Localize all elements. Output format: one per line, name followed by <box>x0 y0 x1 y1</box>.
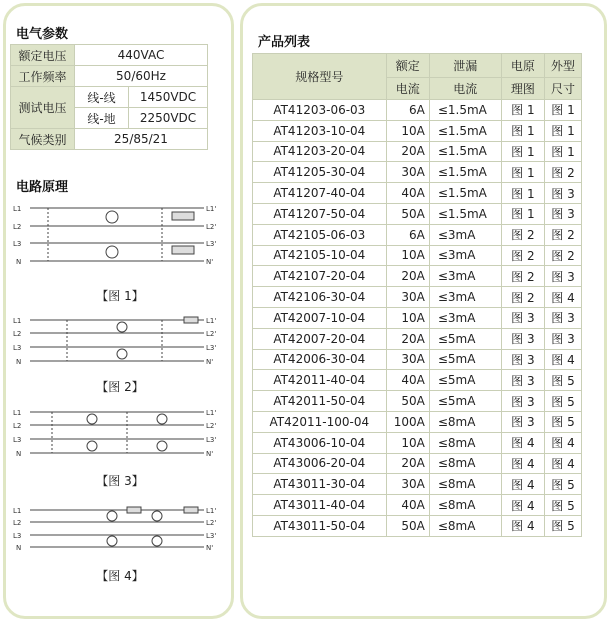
table-row <box>253 411 582 432</box>
leakage-current: ≤8mA <box>429 515 501 536</box>
circuit-figure: 图 3 <box>501 370 544 391</box>
fig-1-caption: 【图 1】 <box>96 289 144 303</box>
rated-current: 20A <box>386 328 429 349</box>
size-figure: 图 3 <box>544 307 581 328</box>
size-figure: 图 5 <box>544 474 581 495</box>
table-row <box>11 66 208 87</box>
leakage-current: ≤5mA <box>429 349 501 370</box>
table-row <box>253 203 582 224</box>
circuit-diagram-2 <box>12 314 224 368</box>
leakage-current: ≤1.5mA <box>429 100 501 121</box>
circuit-figure: 图 4 <box>501 432 544 453</box>
svg-text:L3: L3 <box>13 344 22 352</box>
table-header-row <box>253 54 582 78</box>
svg-text:L2': L2' <box>206 519 217 527</box>
product-model: AT42007-20-04 <box>253 328 387 349</box>
rated-voltage-value: 440VAC <box>75 45 208 66</box>
circuit-figure: 图 3 <box>501 328 544 349</box>
leakage-current: ≤3mA <box>429 307 501 328</box>
leakage-current: ≤8mA <box>429 411 501 432</box>
leakage-current: ≤3mA <box>429 245 501 266</box>
fig-3-caption: 【图 3】 <box>96 474 144 488</box>
leakage-current: ≤3mA <box>429 287 501 308</box>
work-freq-label: 工作频率 <box>11 66 75 87</box>
product-list-title: 产品列表 <box>258 35 311 50</box>
rated-current: 40A <box>386 183 429 204</box>
product-model: AT43011-30-04 <box>253 474 387 495</box>
leakage-current: ≤1.5mA <box>429 120 501 141</box>
rated-current: 100A <box>386 411 429 432</box>
svg-text:N': N' <box>206 358 214 366</box>
size-figure: 图 5 <box>544 411 581 432</box>
rated-current: 10A <box>386 307 429 328</box>
circuit-figure: 图 2 <box>501 287 544 308</box>
svg-text:N': N' <box>206 258 214 266</box>
size-figure: 图 1 <box>544 141 581 162</box>
svg-text:L1: L1 <box>13 409 22 417</box>
rated-current: 20A <box>386 141 429 162</box>
product-model: AT41203-10-04 <box>253 120 387 141</box>
leakage-current: ≤8mA <box>429 432 501 453</box>
rated-current: 30A <box>386 474 429 495</box>
table-row <box>253 349 582 370</box>
table-row <box>253 266 582 287</box>
svg-text:L1': L1' <box>206 205 217 213</box>
rated-current: 40A <box>386 370 429 391</box>
circuit-diagram-3 <box>12 406 224 460</box>
climate-value: 25/85/21 <box>75 129 208 150</box>
table-row <box>253 287 582 308</box>
circuit-figure: 图 3 <box>501 307 544 328</box>
svg-text:L2': L2' <box>206 330 217 338</box>
table-row <box>253 162 582 183</box>
rated-current: 20A <box>386 266 429 287</box>
circuit-figure: 图 2 <box>501 266 544 287</box>
table-row <box>253 432 582 453</box>
table-row <box>253 515 582 536</box>
size-figure: 图 2 <box>544 224 581 245</box>
svg-text:L2: L2 <box>13 422 22 430</box>
size-figure: 图 1 <box>544 100 581 121</box>
table-row <box>253 141 582 162</box>
table-row <box>253 100 582 121</box>
leakage-current: ≤5mA <box>429 391 501 412</box>
svg-text:L3: L3 <box>13 436 22 444</box>
circuit-figure: 图 1 <box>501 120 544 141</box>
circuit-title: 电路原理 <box>16 180 69 195</box>
product-model: AT41207-40-04 <box>253 183 387 204</box>
rated-current: 50A <box>386 391 429 412</box>
line-line-label: 线-线 <box>75 87 129 108</box>
product-model: AT42011-100-04 <box>253 411 387 432</box>
size-figure: 图 5 <box>544 515 581 536</box>
rated-voltage-label: 额定电压 <box>11 45 75 66</box>
elec-params-title: 电气参数 <box>16 27 69 42</box>
circuit-figure: 图 2 <box>501 245 544 266</box>
rated-current: 10A <box>386 245 429 266</box>
size-figure: 图 5 <box>544 391 581 412</box>
line-ground-label: 线-地 <box>75 108 129 129</box>
size-figure: 图 2 <box>544 245 581 266</box>
product-model: AT43006-10-04 <box>253 432 387 453</box>
product-model: AT42011-40-04 <box>253 370 387 391</box>
header-leak-2: 电流 <box>429 78 501 100</box>
rated-current: 6A <box>386 224 429 245</box>
svg-text:L2: L2 <box>13 330 22 338</box>
product-model: AT41207-50-04 <box>253 203 387 224</box>
product-model: AT41203-20-04 <box>253 141 387 162</box>
svg-text:L3: L3 <box>13 532 22 540</box>
size-figure: 图 5 <box>544 495 581 516</box>
svg-text:L3': L3' <box>206 240 217 248</box>
circuit-figure: 图 1 <box>501 100 544 121</box>
product-model: AT43011-50-04 <box>253 515 387 536</box>
product-model: AT42105-10-04 <box>253 245 387 266</box>
table-row <box>253 391 582 412</box>
leakage-current: ≤5mA <box>429 328 501 349</box>
test-voltage-label: 测试电压 <box>11 87 75 129</box>
circuit-diagram-4 <box>12 504 224 554</box>
table-row <box>11 45 208 66</box>
svg-text:L3': L3' <box>206 532 217 540</box>
header-circuit-2: 理图 <box>501 78 544 100</box>
circuit-figure: 图 4 <box>501 495 544 516</box>
circuit-figure: 图 1 <box>501 183 544 204</box>
svg-text:N: N <box>16 544 22 552</box>
svg-text:L1': L1' <box>206 317 217 325</box>
svg-text:N: N <box>16 358 22 366</box>
svg-text:N': N' <box>206 544 214 552</box>
size-figure: 图 5 <box>544 370 581 391</box>
svg-text:L1': L1' <box>206 409 217 417</box>
leakage-current: ≤1.5mA <box>429 162 501 183</box>
leakage-current: ≤1.5mA <box>429 203 501 224</box>
label-l1: L1 <box>13 205 22 213</box>
rated-current: 30A <box>386 162 429 183</box>
svg-text:L3: L3 <box>13 240 22 248</box>
rated-current: 50A <box>386 515 429 536</box>
leakage-current: ≤5mA <box>429 370 501 391</box>
svg-text:L1': L1' <box>206 507 217 515</box>
leakage-current: ≤8mA <box>429 474 501 495</box>
rated-current: 10A <box>386 432 429 453</box>
size-figure: 图 2 <box>544 162 581 183</box>
elec-params-table <box>10 44 208 150</box>
size-figure: 图 3 <box>544 203 581 224</box>
table-row <box>11 87 208 108</box>
circuit-figure: 图 4 <box>501 515 544 536</box>
table-row <box>253 183 582 204</box>
climate-label: 气候类别 <box>11 129 75 150</box>
circuit-figure: 图 3 <box>501 391 544 412</box>
fig-4-caption: 【图 4】 <box>96 569 144 583</box>
leakage-current: ≤1.5mA <box>429 141 501 162</box>
size-figure: 图 1 <box>544 120 581 141</box>
header-current-2: 电流 <box>386 78 429 100</box>
rated-current: 20A <box>386 453 429 474</box>
product-model: AT41205-30-04 <box>253 162 387 183</box>
rated-current: 6A <box>386 100 429 121</box>
svg-text:L2: L2 <box>13 223 22 231</box>
table-row <box>253 370 582 391</box>
svg-text:L3': L3' <box>206 344 217 352</box>
svg-text:L2: L2 <box>13 519 22 527</box>
product-model: AT42106-30-04 <box>253 287 387 308</box>
header-circuit-1: 电原 <box>501 54 544 78</box>
size-figure: 图 4 <box>544 287 581 308</box>
size-figure: 图 3 <box>544 328 581 349</box>
header-current-1: 额定 <box>386 54 429 78</box>
fig-2-caption: 【图 2】 <box>96 380 144 394</box>
table-row <box>253 307 582 328</box>
leakage-current: ≤3mA <box>429 224 501 245</box>
rated-current: 30A <box>386 349 429 370</box>
product-model: AT42006-30-04 <box>253 349 387 370</box>
size-figure: 图 4 <box>544 453 581 474</box>
product-model: AT42011-50-04 <box>253 391 387 412</box>
circuit-figure: 图 2 <box>501 224 544 245</box>
circuit-figure: 图 4 <box>501 474 544 495</box>
product-model: AT42105-06-03 <box>253 224 387 245</box>
table-row <box>253 120 582 141</box>
product-model: AT41203-06-03 <box>253 100 387 121</box>
circuit-figure: 图 1 <box>501 203 544 224</box>
table-row <box>253 224 582 245</box>
circuit-figure: 图 1 <box>501 162 544 183</box>
size-figure: 图 3 <box>544 266 581 287</box>
line-ground-value: 2250VDC <box>129 108 208 129</box>
circuit-figure: 图 1 <box>501 141 544 162</box>
leakage-current: ≤3mA <box>429 266 501 287</box>
table-row <box>253 474 582 495</box>
product-table <box>252 53 582 537</box>
svg-text:N': N' <box>206 450 214 458</box>
rated-current: 10A <box>386 120 429 141</box>
size-figure: 图 4 <box>544 432 581 453</box>
svg-text:L1: L1 <box>13 317 22 325</box>
circuit-figure: 图 3 <box>501 349 544 370</box>
size-figure: 图 4 <box>544 349 581 370</box>
size-figure: 图 3 <box>544 183 581 204</box>
product-model: AT43006-20-04 <box>253 453 387 474</box>
header-size-1: 外型 <box>544 54 581 78</box>
line-line-value: 1450VDC <box>129 87 208 108</box>
svg-text:L2': L2' <box>206 422 217 430</box>
header-model: 规格型号 <box>253 54 387 100</box>
circuit-figure: 图 3 <box>501 411 544 432</box>
header-size-2: 尺寸 <box>544 78 581 100</box>
product-model: AT42107-20-04 <box>253 266 387 287</box>
table-row <box>253 328 582 349</box>
table-row <box>253 453 582 474</box>
svg-text:L1: L1 <box>13 507 22 515</box>
svg-text:N: N <box>16 450 22 458</box>
work-freq-value: 50/60Hz <box>75 66 208 87</box>
svg-text:L2': L2' <box>206 223 217 231</box>
svg-text:L3': L3' <box>206 436 217 444</box>
circuit-figure: 图 4 <box>501 453 544 474</box>
rated-current: 30A <box>386 287 429 308</box>
svg-text:N: N <box>16 258 22 266</box>
table-row <box>253 245 582 266</box>
header-leak-1: 泄漏 <box>429 54 501 78</box>
rated-current: 50A <box>386 203 429 224</box>
circuit-diagram-1 <box>12 200 224 270</box>
table-row <box>253 495 582 516</box>
product-model: AT43011-40-04 <box>253 495 387 516</box>
rated-current: 40A <box>386 495 429 516</box>
leakage-current: ≤8mA <box>429 453 501 474</box>
leakage-current: ≤1.5mA <box>429 183 501 204</box>
product-model: AT42007-10-04 <box>253 307 387 328</box>
leakage-current: ≤8mA <box>429 495 501 516</box>
table-row <box>11 129 208 150</box>
